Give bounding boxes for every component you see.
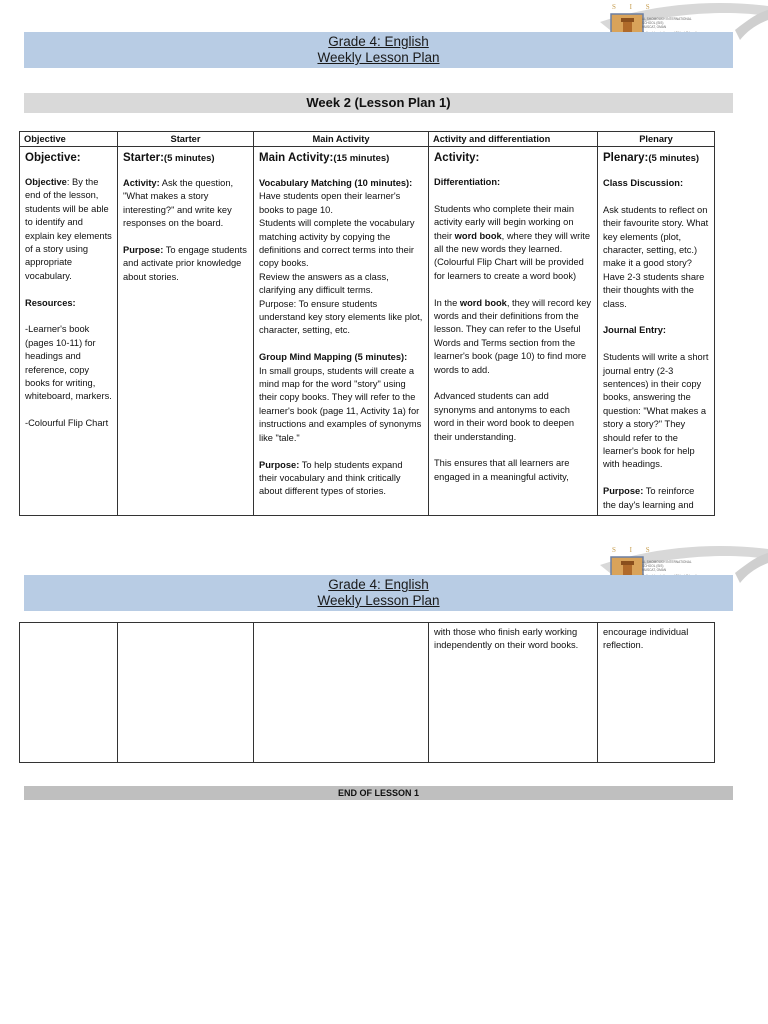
objective-label: Objective (25, 177, 67, 187)
objective-text (25, 176, 112, 283)
starter-purpose (123, 244, 248, 284)
class-discussion-label: Class Discussion: (603, 178, 684, 188)
objective-cell (20, 147, 118, 516)
differentiation-cell (429, 147, 598, 516)
differentiation-paragraph: with those who finish early working independently on their word books. (434, 627, 579, 651)
main-activity-heading (259, 150, 423, 167)
class-discussion-text: Ask students to reflect on their favourite story. What key elements (plot, character, setting, etc.) make it a good story? Have 2-3 students share their thoughts with the class. (603, 204, 709, 309)
objective-heading: Objective: (25, 152, 81, 164)
school-logo-line: AL SHOMOUKH INTERNATIONAL (642, 17, 692, 21)
plenary-purpose-label: Purpose: (603, 486, 644, 497)
differentiation-paragraph (434, 297, 592, 377)
starter-heading-label: Starter: (123, 152, 164, 164)
starter-heading (123, 150, 248, 167)
starter-activity-label: Activity: (123, 178, 160, 188)
page-title: Grade 4: English (328, 577, 429, 592)
vocab-matching-text: Review the answers as a class, clarifying any difficult terms. (259, 271, 389, 296)
starter-activity-text: Ask the question, "What makes a story interesting?" and write key responses on the board. (123, 178, 234, 229)
word-book-term: word book (454, 230, 502, 241)
journal-entry-label: Journal Entry: (603, 325, 667, 336)
page-title: Grade 4: English (328, 34, 429, 49)
plenary-duration: (5 minutes) (648, 153, 700, 164)
starter-activity (123, 177, 248, 231)
table-row (20, 147, 715, 516)
text-run: Students who complete their main activity early will begin working on their (434, 203, 575, 241)
starter-cell (118, 147, 254, 516)
resources-label: Resources: (25, 297, 76, 308)
text-run: , they will record key words and their definitions from the lesson. They can refer to the Useful Words and Terms section from the learner's book (page 10) to find more words to add. (434, 297, 592, 375)
school-logo-line: MUSCAT, OMAN (642, 568, 667, 572)
differentiation-paragraph (434, 203, 592, 283)
main-activity-duration: (15 minutes) (333, 153, 390, 164)
plenary-heading-label: Plenary: (603, 152, 649, 164)
lesson-plan-table-continued (19, 622, 715, 763)
group-mind-mapping-title: Group Mind Mapping (5 minutes): (259, 352, 408, 363)
column-header-activity-differentiation: Activity and differentiation (429, 132, 598, 147)
column-header-main-activity: Main Activity (254, 132, 429, 147)
lesson-plan-title-bar (24, 32, 733, 68)
plenary-cell (598, 623, 715, 763)
school-logo-letters: S I S (612, 546, 656, 554)
differentiation-cell (429, 623, 598, 763)
text-run: , where they will write all the new words they learned. (Colourful Flip Chart will be provided for learners to create a word book) (434, 230, 591, 281)
main-activity-cell (254, 623, 429, 763)
text-run: In the (434, 297, 460, 308)
group-mind-mapping-text: In small groups, students will create a mind map for the word "story" using their copy books. They will refer to the learner's book (page 11, Activity 1a) for instructions and examples of synonyms like "tale." (259, 365, 422, 443)
school-logo-letters: S I S (612, 3, 656, 11)
plenary-heading (603, 150, 709, 167)
main-purpose-text: To help students expand their vocabulary and think critically about different types of stories. (259, 459, 403, 497)
starter-purpose-label: Purpose: (123, 245, 164, 256)
word-book-term: word book (459, 297, 507, 308)
differentiation-label: Differentiation: (434, 177, 501, 187)
page-subtitle: Weekly Lesson Plan (317, 593, 440, 608)
main-activity-cell (254, 147, 429, 516)
table-header-row (20, 132, 715, 147)
starter-purpose-text: To engage students and activate prior knowledge about stories. (123, 245, 247, 282)
vocab-matching-text: Purpose: To ensure students understand key story elements like plot, character, setting, etc. (259, 298, 423, 336)
plenary-cell (598, 147, 715, 516)
school-logo-line: AL SHOMOUKH INTERNATIONAL (642, 560, 692, 564)
differentiation-paragraph: Advanced students can add synonyms and antonyms to each word in their word book to deepen their understanding. (434, 391, 575, 442)
plenary-purpose-text: encourage individual reflection. (603, 627, 689, 651)
main-activity-purpose (259, 459, 423, 499)
page-subtitle: Weekly Lesson Plan (317, 50, 440, 65)
vocab-matching-title: Vocabulary Matching (10 minutes): (259, 178, 413, 188)
school-logo-line: MUSCAT, OMAN (642, 25, 667, 29)
school-logo-line: SCHOOL (SIS) (642, 21, 664, 25)
starter-duration: (5 minutes) (163, 153, 215, 164)
main-activity-heading-label: Main Activity: (259, 152, 334, 164)
end-of-lesson-bar: END OF LESSON 1 (24, 786, 733, 800)
plenary-purpose (603, 485, 709, 512)
vocab-matching-text: Have students open their learner's books to page 10. (259, 191, 401, 215)
lesson-plan-title-bar (24, 575, 733, 611)
differentiation-heading: Activity: (434, 152, 480, 164)
column-header-starter: Starter (118, 132, 254, 147)
differentiation-paragraph: This ensures that all learners are engaged in a meaningful activity, (434, 458, 570, 482)
plenary-purpose-text: To reinforce the day's learning and (603, 486, 695, 510)
starter-cell (118, 623, 254, 763)
table-row (20, 623, 715, 763)
main-purpose-label: Purpose: (259, 459, 300, 470)
resource-item: -Learner's book (pages 10-11) for headings and reference, copy books for writing, whiteboard, markers. (25, 324, 112, 402)
school-logo-line: SCHOOL (SIS) (642, 564, 664, 568)
resource-item: -Colourful Flip Chart (25, 418, 109, 429)
column-header-objective: Objective (20, 132, 118, 147)
objective-cell (20, 623, 118, 763)
lesson-plan-table (19, 131, 715, 516)
journal-entry-text: Students will write a short journal entry (2-3 sentences) in their copy books, answering the question: "What makes a story a story?" They should refer to the learner's book for help with headings. (603, 352, 709, 470)
objective-body: : By the end of the lesson, students will be able to identify and explain key elements of a story using appropriate vocabulary. (25, 177, 112, 281)
week-title: Week 2 (Lesson Plan 1) (24, 93, 733, 113)
vocab-matching-text: Students will complete the vocabulary matching activity by copying the definitions and correct terms into their copy books. (259, 218, 415, 269)
column-header-plenary: Plenary (598, 132, 715, 147)
